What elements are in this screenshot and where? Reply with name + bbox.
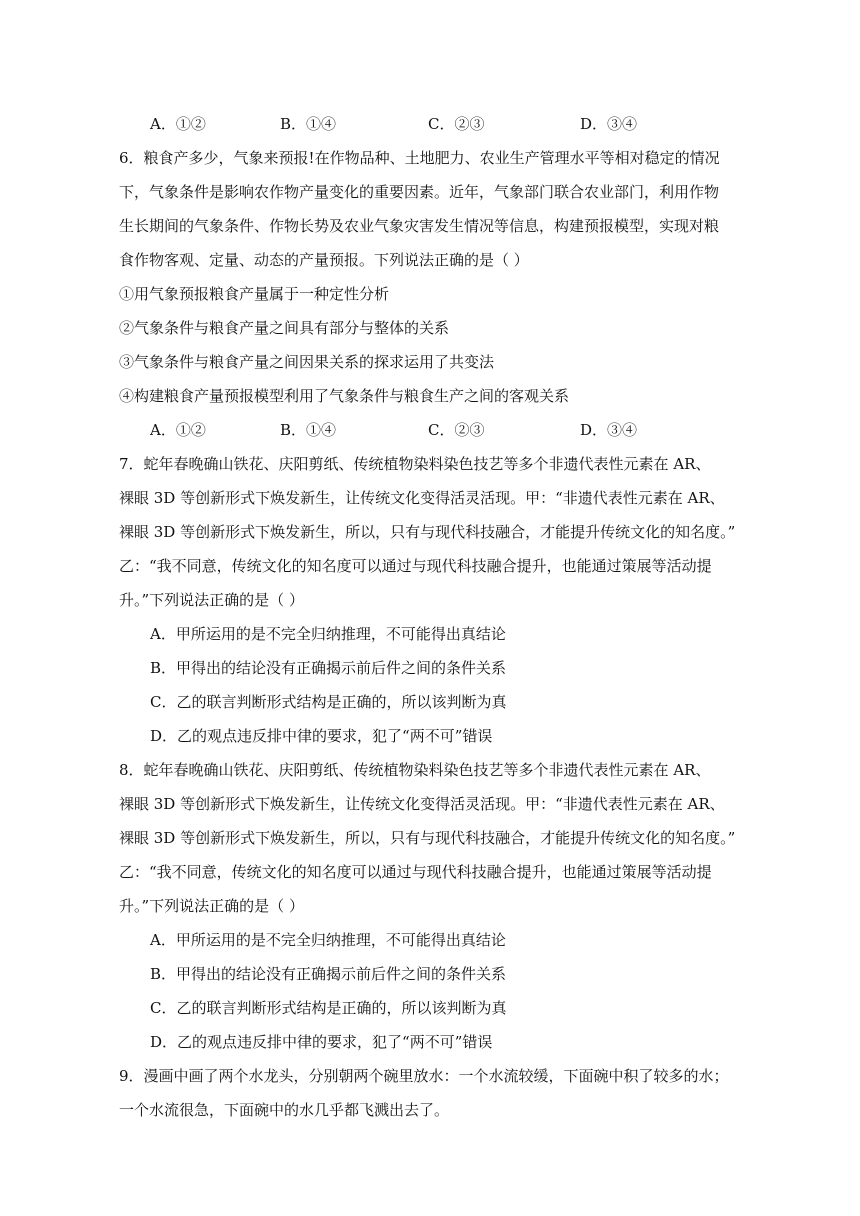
q7-option-b: B．甲得出的结论没有正确揭示前后件之间的条件关系 <box>150 659 507 677</box>
q9-stem-line: 9．漫画中画了两个水龙头，分别朝两个碗里放水：一个水流较缓，下面碗中积了较多的水； <box>119 1067 729 1085</box>
q6-option-c: C．②③ <box>428 421 485 439</box>
q8-stem-line: 8．蛇年春晚确山铁花、庆阳剪纸、传统植物染料染色技艺等多个非遗代表性元素在 AR、 <box>119 761 711 779</box>
q7-stem-line: 7．蛇年春晚确山铁花、庆阳剪纸、传统植物染料染色技艺等多个非遗代表性元素在 AR、 <box>119 455 711 473</box>
q5-option-b: B．①④ <box>280 115 337 133</box>
q9-stem-line: 一个水流很急，下面碗中的水几乎都飞溅出去了。 <box>119 1101 450 1119</box>
q7-stem-line: 升。”下列说法正确的是（ ） <box>119 591 304 609</box>
q6-statement-2: ②气象条件与粮食产量之间具有部分与整体的关系 <box>119 319 450 337</box>
q7-option-a: A．甲所运用的是不完全归纳推理，不可能得出真结论 <box>150 625 506 643</box>
q8-option-c: C．乙的联言判断形式结构是正确的，所以该判断为真 <box>150 999 507 1017</box>
q6-statement-4: ④构建粮食产量预报模型利用了气象条件与粮食生产之间的客观关系 <box>119 387 570 405</box>
q6-statement-1: ①用气象预报粮食产量属于一种定性分析 <box>119 285 390 303</box>
q7-stem-line: 裸眼 3D 等创新形式下焕发新生，所以，只有与现代科技融合，才能提升传统文化的知名度。” <box>119 523 736 541</box>
q5-option-c: C．②③ <box>428 115 485 133</box>
q6-option-d: D．③④ <box>580 421 638 439</box>
q7-option-d: D．乙的观点违反排中律的要求，犯了“两不可”错误 <box>150 727 493 745</box>
q6-option-b: B．①④ <box>280 421 337 439</box>
q6-stem-line: 生长期间的气象条件、作物长势及农业气象灾害发生情况等信息，构建预报模型，实现对粮 <box>119 217 720 235</box>
q6-statement-3: ③气象条件与粮食产量之间因果关系的探求运用了共变法 <box>119 353 495 371</box>
q5-option-a: A．①② <box>150 115 206 133</box>
q6-stem-line: 食作物客观、定量、动态的产量预报。下列说法正确的是（ ） <box>119 251 529 269</box>
q8-stem-line: 乙：“我不同意，传统文化的知名度可以通过与现代科技融合提升，也能通过策展等活动提 <box>119 863 712 881</box>
q8-stem-line: 裸眼 3D 等创新形式下焕发新生，让传统文化变得活灵活现。甲：“非遗代表性元素在 AR、 <box>119 795 725 813</box>
q7-option-c: C．乙的联言判断形式结构是正确的，所以该判断为真 <box>150 693 507 711</box>
q6-option-a: A．①② <box>150 421 206 439</box>
q6-stem-line: 6．粮食产多少，气象来预报!在作物品种、土地肥力、农业生产管理水平等相对稳定的情况 <box>119 149 720 167</box>
q7-stem-line: 裸眼 3D 等创新形式下焕发新生，让传统文化变得活灵活现。甲：“非遗代表性元素在 AR、 <box>119 489 725 507</box>
q8-option-a: A．甲所运用的是不完全归纳推理，不可能得出真结论 <box>150 931 506 949</box>
q8-option-b: B．甲得出的结论没有正确揭示前后件之间的条件关系 <box>150 965 507 983</box>
q8-stem-line: 裸眼 3D 等创新形式下焕发新生，所以，只有与现代科技融合，才能提升传统文化的知名度。” <box>119 829 736 847</box>
q5-option-d: D．③④ <box>580 115 638 133</box>
q8-stem-line: 升。”下列说法正确的是（ ） <box>119 897 304 915</box>
q6-stem-line: 下，气象条件是影响农作物产量变化的重要因素。近年，气象部门联合农业部门，利用作物 <box>119 183 720 201</box>
q7-stem-line: 乙：“我不同意，传统文化的知名度可以通过与现代科技融合提升，也能通过策展等活动提 <box>119 557 712 575</box>
q8-option-d: D．乙的观点违反排中律的要求，犯了“两不可”错误 <box>150 1033 493 1051</box>
